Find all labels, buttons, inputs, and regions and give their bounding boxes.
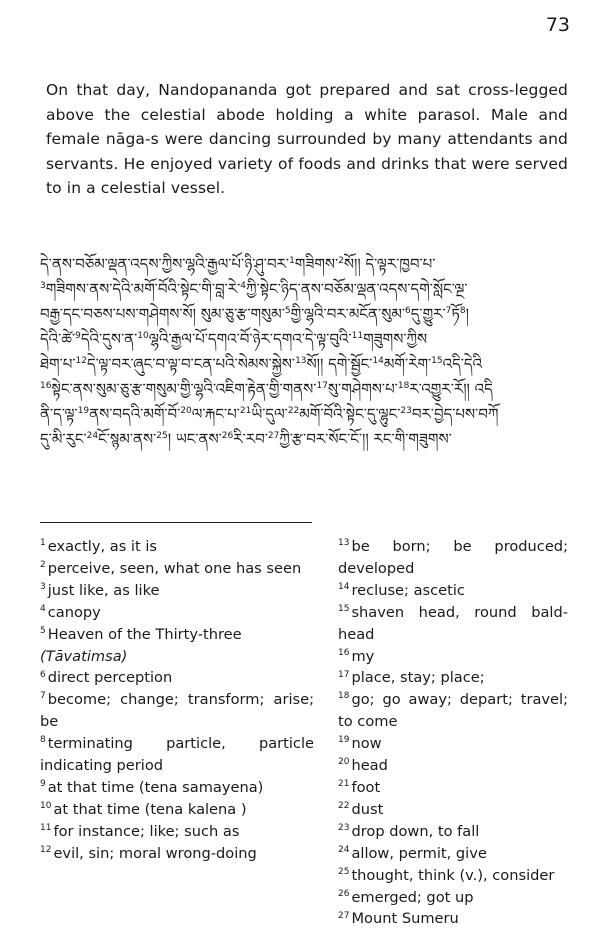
tibetan-text: དུ་གྱུར་ [410, 305, 446, 323]
footnote-marker: 4 [240, 281, 247, 291]
footnote-divider [40, 522, 312, 523]
footnote-number: 18 [338, 691, 350, 702]
footnote-number: 21 [338, 779, 350, 790]
footnote-number: 1 [40, 538, 46, 549]
tibetan-text: དེའི་དུས་ན་ [80, 330, 138, 348]
footnote [40, 580, 314, 602]
footnote-marker: 16 [40, 381, 52, 391]
tibetan-line [40, 352, 570, 377]
tibetan-text: ཀྱི་སྟེང་ཉིད་ནས་བཅོམ་ལྡན་འདས་དགེ་སློང་ལྔ་ [246, 280, 468, 298]
tibetan-text: ཐེག་པ་ [40, 355, 76, 373]
footnote-marker: 3 [40, 281, 46, 291]
footnote-text: terminating particle, particle indicating period [40, 735, 314, 775]
footnote-marker: 10 [137, 331, 149, 341]
footnote-number: 3 [40, 581, 46, 592]
page-number: 73 [545, 14, 570, 36]
footnote-marker: 1 [289, 256, 295, 266]
footnote [338, 667, 568, 689]
footnote-marker: 24 [86, 431, 99, 441]
tibetan-text: ནི་ད་ལྟ་ [40, 405, 78, 423]
footnote-text: evil, sin; moral wrong-doing [53, 844, 257, 862]
footnote-text: become; change; transform; arise; be [40, 691, 314, 731]
tibetan-text: རི་རབ་ [233, 430, 268, 448]
footnote [338, 865, 568, 887]
footnote-text: Mount Sumeru [351, 910, 459, 928]
footnote-number: 11 [40, 822, 52, 833]
footnote-term: (Tāvatimsa) [40, 647, 128, 665]
footnote-text: at that time (tena kalena ) [53, 800, 247, 818]
footnote [40, 536, 314, 558]
footnote-marker: 2 [338, 256, 344, 266]
tibetan-text: ཀྱི་རྩ་བར་སོང་ངོ་།། རང་གི་གཟུགས་ [279, 430, 452, 448]
footnote [338, 887, 568, 909]
footnote-marker: 13 [295, 356, 307, 366]
footnote-number: 16 [338, 647, 350, 658]
footnote-marker: 23 [400, 406, 412, 416]
footnote-text: emerged; got up [351, 888, 474, 906]
footnote-marker: 6 [405, 306, 411, 316]
footnote-text: my [351, 647, 375, 665]
footnote-marker: 17 [316, 381, 328, 391]
footnote-marker: 22 [287, 406, 300, 416]
footnote-marker: 26 [221, 431, 234, 441]
tibetan-line [40, 277, 570, 302]
tibetan-text: དུ་མི་རུང་ [40, 430, 87, 448]
tibetan-text: སྟེང་ནས་སུམ་ཅུ་རྩ་གསུམ་གྱི་ལྷའི་འཇིག་རྟེན་གྱི་གནས་ [51, 380, 317, 398]
tibetan-text: མགོ་རེག་ [383, 355, 432, 373]
footnote-text: direct perception [47, 669, 173, 687]
footnote [338, 602, 568, 646]
tibetan-text: ནས་བདའི་མགོ་བོ་ [89, 405, 181, 423]
tibetan-text: འདི་དེའི [442, 355, 483, 373]
footnote-number: 23 [338, 822, 350, 833]
tibetan-text: དེ་ནས་བཅོམ་ལྡན་འདས་ཀྱིས་ལྷའི་རྒྱལ་པོ་ཉི་ཤུ་བར་ [40, 255, 290, 273]
footnote-marker: 8 [459, 306, 466, 316]
footnote-number: 6 [40, 669, 46, 680]
tibetan-line [40, 302, 570, 327]
footnote-text: be born; be produced; developed [338, 538, 568, 577]
footnote [40, 624, 314, 668]
footnote-number: 27 [338, 910, 350, 921]
footnote-text: thought, think (v.), consider [351, 866, 555, 884]
footnote-number: 22 [338, 801, 350, 812]
footnote [338, 843, 568, 865]
footnote-marker: 5 [284, 306, 291, 316]
tibetan-text: བརྒྱ་དང་བཅས་པས་གཤེགས་སོ། སུམ་ཅུ་རྩ་གསུམ་ [40, 305, 285, 323]
footnote-text: allow, permit, give [351, 844, 487, 862]
footnotes-left-column [40, 536, 314, 865]
footnote-text: shaven head, round bald-head [338, 603, 568, 643]
footnote-marker: 11 [351, 331, 364, 341]
footnote [40, 777, 314, 799]
tibetan-text: སོ།། དེ་ལྟར་ཁྱབ་པ་ [343, 255, 436, 273]
footnote-text: drop down, to fall [351, 822, 480, 840]
footnote-number: 14 [338, 581, 350, 592]
footnote-marker: 20 [180, 406, 192, 416]
footnote [338, 908, 568, 930]
footnote [338, 536, 568, 580]
footnote [338, 733, 568, 755]
footnote-text: foot [351, 778, 381, 796]
footnote-number: 20 [338, 757, 350, 768]
footnote-marker: 21 [239, 406, 252, 416]
tibetan-text: དེ་ལྟ་བར་ཞུང་བ་ལྟ་བ་ངན་པའི་སེམས་སྐྱེས་ [87, 355, 296, 373]
footnote [40, 602, 314, 624]
tibetan-text: ལ་རྐང་པ་ [191, 405, 240, 423]
footnote [338, 580, 568, 602]
footnote-number: 13 [338, 538, 350, 549]
footnotes-right-column [338, 536, 568, 930]
tibetan-line [40, 252, 570, 277]
footnote-number: 17 [338, 669, 350, 680]
footnote [338, 777, 568, 799]
footnote-text: just like, as like [47, 581, 160, 599]
footnote-text: now [351, 735, 382, 753]
footnote [40, 733, 314, 777]
footnote-text: place, stay; place; [351, 669, 485, 687]
footnote-text: dust [351, 800, 384, 818]
footnote-text: go; go away; depart; travel; to come [338, 691, 568, 731]
footnote-marker: 15 [431, 356, 443, 366]
tibetan-text: གཟིགས་ [294, 255, 339, 273]
tibetan-text: སོ།། དགེ་སྦྱོང་ [306, 355, 373, 373]
footnote-text: Heaven of the Thirty-three [47, 625, 242, 643]
footnote-marker: 7 [445, 306, 452, 316]
tibetan-text: ལྷའི་རྒྱལ་པོ་དགའ་བོ་ཉེར་དགའ་དེ་ལྟ་བུའི་ [148, 330, 352, 348]
footnote-number: 10 [40, 801, 52, 812]
footnote [40, 667, 314, 689]
footnote [40, 799, 314, 821]
footnote-text: head [351, 757, 388, 775]
footnote-text: recluse; ascetic [351, 581, 465, 599]
footnote [338, 689, 568, 733]
tibetan-text: ངོ་སྙམ་ནས་ [98, 430, 157, 448]
tibetan-line [40, 402, 570, 427]
footnote-text: canopy [47, 603, 101, 621]
footnote [40, 843, 314, 865]
footnote-marker: 25 [156, 431, 168, 441]
tibetan-text: གཟུགས་ཀྱིས [363, 330, 428, 348]
tibetan-text: ། [465, 305, 469, 323]
footnote-text: perceive, seen, what one has seen [47, 559, 302, 577]
footnote-number: 24 [338, 844, 350, 855]
footnote-marker: 19 [77, 406, 90, 416]
tibetan-text: ཡི་དུལ་ [251, 405, 288, 423]
footnote-marker: 18 [397, 381, 410, 391]
footnote [40, 558, 314, 580]
footnote-number: 9 [40, 779, 46, 790]
footnote-marker: 14 [372, 356, 384, 366]
tibetan-text: སུ་གཤེགས་པ་ [327, 380, 398, 398]
footnote-number: 5 [40, 625, 46, 636]
tibetan-line [40, 327, 570, 352]
footnote-marker: 9 [75, 331, 81, 341]
footnote-number: 19 [338, 735, 350, 746]
footnote [338, 755, 568, 777]
footnote [338, 646, 568, 668]
footnote-number: 15 [338, 603, 350, 614]
footnote-number: 12 [40, 844, 52, 855]
footnote-number: 2 [40, 560, 46, 571]
tibetan-text: གྱི་ལྷའི་བར་མངོན་སུམ་ [290, 305, 405, 323]
tibetan-line [40, 377, 570, 402]
footnote-number: 7 [40, 691, 46, 702]
tibetan-passage [40, 252, 570, 452]
tibetan-text: མགོ་བོའི་སྟེང་དུ་ལྷུང་ [299, 405, 401, 423]
footnote-text: exactly, as it is [47, 538, 158, 555]
tibetan-text: ། ཡང་ནས་ [167, 430, 222, 448]
footnote-text: for instance; like; such as [53, 822, 240, 840]
footnote [40, 821, 314, 843]
tibetan-text: ར་འགྱུར་རོ།། འདི [409, 380, 493, 398]
tibetan-line [40, 427, 570, 452]
tibetan-text: དེའི་ཚེ་ [40, 330, 76, 348]
tibetan-text: བར་བྱེད་པས་བཀོ [411, 405, 499, 423]
footnote [40, 689, 314, 733]
footnote-number: 25 [338, 866, 350, 877]
footnote-number: 8 [40, 735, 46, 746]
footnote-number: 26 [338, 888, 350, 899]
footnote-marker: 27 [267, 431, 280, 441]
tibetan-text: ཏོ [451, 305, 460, 323]
footnote [338, 799, 568, 821]
tibetan-text: གཟིགས་ནས་དེའི་མགོ་བོའི་སྟེང་གི་བླ་རེ་ [45, 280, 241, 298]
footnote-number: 4 [40, 603, 46, 614]
footnote-text: at that time (tena samayena) [47, 778, 264, 796]
footnote [338, 821, 568, 843]
english-paragraph: On that day, Nandopananda got prepared and sat cross-legged above the celestial abode holding a white parasol. Male and female nāga-s were dancing surrounded by many attendants and servants. He enjoyed variety of foods and drinks that were served to in a celestial vessel. [46, 81, 568, 198]
footnote-marker: 12 [75, 356, 87, 366]
